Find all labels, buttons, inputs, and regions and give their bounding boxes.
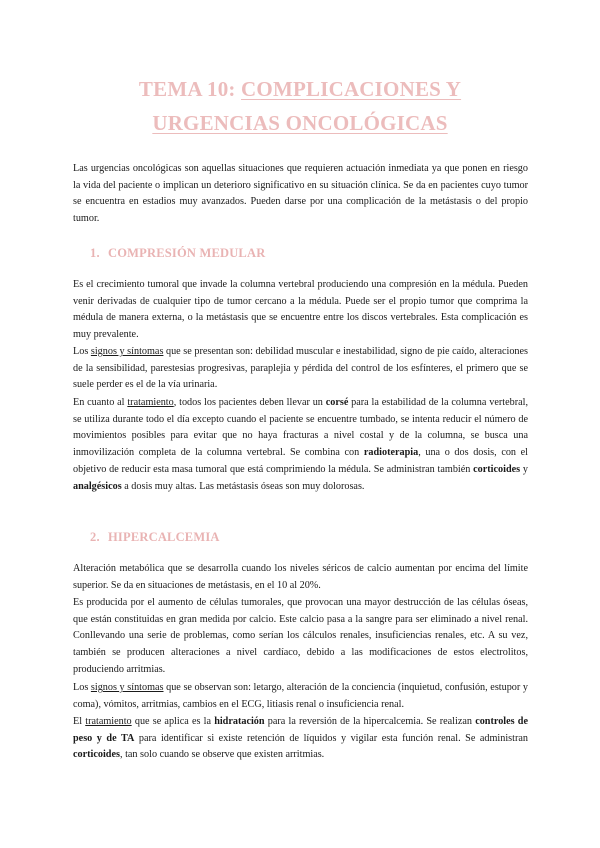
section-1-paragraph-2: Los signos y síntomas que se presentan son: debilidad muscular e inestabilidad, signo de pie caído, alteraciones de la sensibilidad, parestesias progresivas, paraplejia y pérdida del control de los esfínteres, el primero que se suele perder es el de la vía urinaria. bbox=[73, 346, 529, 391]
signs-symptoms-label: signos y síntomas bbox=[90, 346, 164, 357]
section-1-title: COMPRESIÓN MEDULAR bbox=[108, 246, 266, 260]
title-prefix: TEMA 10: bbox=[138, 77, 242, 101]
section-2-paragraph-2: Es producida por el aumento de células tumorales, que provocan una mayor destrucción de las células óseas, que están constituidas en gran medida por calcio. Este calcio pasa a la sangre para ser eliminado a nivel renal. Conllevando una serie de problemas, como serían los cálculos renales, insuficiencias renales, etc. A su vez, también se producen alteraciones a nivel cardíaco, debido a las modificaciones de estos electrolitos, produciendo arritmias. bbox=[73, 597, 528, 675]
treatment-label-2: tratamiento bbox=[85, 716, 132, 727]
intro-paragraph: Las urgencias oncológicas son aquellas situaciones que requieren actuación inmediata ya que ponen en riesgo la vida del paciente o implican un deterioro significativo en su situación clínica. Se da en pacientes cuyo tumor se encuentra en estadios muy avanzados. Pueden darse por una complicación de la metástasis o del propio tumor. bbox=[73, 163, 528, 225]
title-underlined-2: URGENCIAS ONCOLÓGICAS bbox=[152, 111, 448, 135]
title-underlined-1: COMPLICACIONES Y bbox=[241, 77, 462, 101]
section-2-paragraph-3: Los signos y síntomas que se observan son: letargo, alteración de la conciencia (inquietud, confusión, estupor y coma), vómitos, arritmias, cambios en el ECG, litiasis renal o insuficiencia renal. bbox=[73, 682, 529, 710]
section-2-heading bbox=[90, 530, 220, 545]
section-2-paragraph-4: El tratamiento que se aplica es la hidratación para la reversión de la hipercalcemia. Se realizan controles de peso y de TA para identificar si existe retención de líquidos y vigilar esta función renal. Se administran corticoides, tan solo cuando se observe que existen arritmias. bbox=[73, 716, 528, 761]
section-1-number: 1. bbox=[90, 246, 100, 260]
page-title bbox=[0, 72, 600, 140]
section-1-heading bbox=[90, 246, 265, 261]
signs-symptoms-label-2: signos y síntomas bbox=[90, 682, 164, 693]
section-2-number: 2. bbox=[90, 530, 100, 544]
title-line-2 bbox=[0, 106, 600, 140]
section-1-paragraph-1: Es el crecimiento tumoral que invade la columna vertebral produciendo una compresión en la médula. Pueden venir derivadas de cualquier tipo de tumor cercano a la médula. Puede ser el propio tumor que comprima la médula de manera externa, o la metástasis que se encuentre entre los discos vertebrales. Esta complicación es muy prevalente. bbox=[73, 279, 528, 341]
section-2-title: HIPERCALCEMIA bbox=[108, 530, 220, 544]
section-2-paragraph-1: Alteración metabólica que se desarrolla cuando los niveles séricos de calcio aumentan por encima del límite superior. Se da en situaciones de metástasis, en el 10 al 20%. bbox=[73, 563, 528, 591]
title-line-1 bbox=[0, 72, 600, 106]
section-1-paragraph-3: En cuanto al tratamiento, todos los pacientes deben llevar un corsé para la estabilidad de la columna vertebral, se utiliza durante todo el día excepto cuando el paciente se encuentre tumbado, se intenta reducir el número de movimientos posibles para evitar que no haya fracturas a nivel costal y de la columna, se busca una inmovilización completa de la columna vertebral. Se combina con radioterapia, una o dos dosis, con el objetivo de reducir esta masa tumoral que está comprimiendo la médula. Se administran también corticoides y analgésicos a dosis muy altas. Las metástasis óseas son muy dolorosas. bbox=[73, 397, 529, 492]
treatment-label: tratamiento bbox=[127, 397, 174, 408]
